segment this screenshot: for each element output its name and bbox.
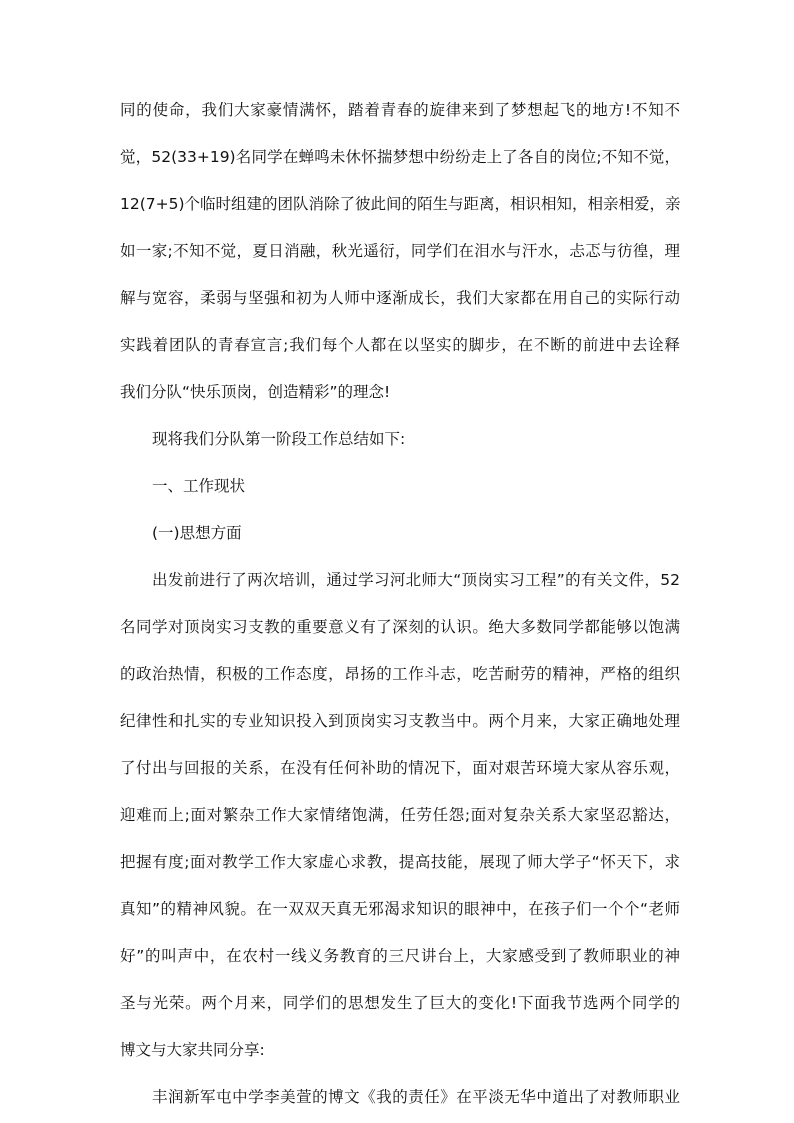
paragraph-line: 真知”的精神风貌。在一双双天真无邪渴求知识的眼神中，在孩子们一个个“老师	[120, 900, 680, 918]
section-heading: 一、工作现状	[152, 477, 246, 495]
paragraph-line: 好”的叫声中，在农村一线义务教育的三尺讲台上，大家感受到了教师职业的神	[120, 947, 680, 965]
paragraph-line: 的政治热情，积极的工作态度，昂扬的工作斗志，吃苦耐劳的精神，严格的组织	[120, 665, 680, 683]
paragraph-line: 同的使命，我们大家豪情满怀，踏着青春的旋律来到了梦想起飞的地方!不知不	[120, 101, 680, 119]
paragraph-line: 解与宽容，柔弱与坚强和初为人师中逐渐成长，我们大家都在用自己的实际行动	[120, 289, 680, 307]
paragraph-line: 名同学对顶岗实习支教的重要意义有了深刻的认识。绝大多数同学都能够以饱满	[120, 618, 680, 636]
paragraph-line: 圣与光荣。两个月来，同学们的思想发生了巨大的变化!下面我节选两个同学的	[120, 994, 680, 1012]
subsection-heading: (一)思想方面	[152, 524, 242, 542]
paragraph-line: 了付出与回报的关系，在没有任何补助的情况下，面对艰苦环境大家从容乐观，	[120, 759, 680, 777]
paragraph-line: 我们分队“快乐顶岗，创造精彩”的理念!	[120, 383, 391, 401]
paragraph-line: 觉，52(33+19)名同学在蝉鸣未休怀揣梦想中纷纷走上了各自的岗位;不知不觉，	[120, 148, 680, 166]
paragraph-line: 博文与大家共同分享:	[120, 1041, 265, 1059]
paragraph-line: 丰润新军屯中学李美萱的博文《我的责任》在平淡无华中道出了对教师职业	[152, 1088, 680, 1106]
paragraph-line: 把握有度;面对教学工作大家虚心求教，提高技能，展现了师大学子“怀天下，求	[120, 853, 680, 871]
paragraph-line: 纪律性和扎实的专业知识投入到顶岗实习支教当中。两个月来，大家正确地处理	[120, 712, 680, 730]
paragraph-line: 如一家;不知不觉，夏日消融，秋光遥衍，同学们在泪水与汗水，忐忑与彷徨，理	[120, 242, 680, 260]
paragraph-line: 实践着团队的青春宣言;我们每个人都在以坚实的脚步，在不断的前进中去诠释	[120, 336, 680, 354]
paragraph-line: 迎难而上;面对繁杂工作大家情绪饱满，任劳任怨;面对复杂关系大家坚忍豁达，	[120, 806, 680, 824]
summary-intro: 现将我们分队第一阶段工作总结如下:	[152, 430, 406, 448]
paragraph-line: 12(7+5)个临时组建的团队消除了彼此间的陌生与距离，相识相知，相亲相爱，亲	[120, 195, 681, 213]
paragraph-line: 出发前进行了两次培训，通过学习河北师大“顶岗实习工程”的有关文件，52	[152, 571, 680, 589]
